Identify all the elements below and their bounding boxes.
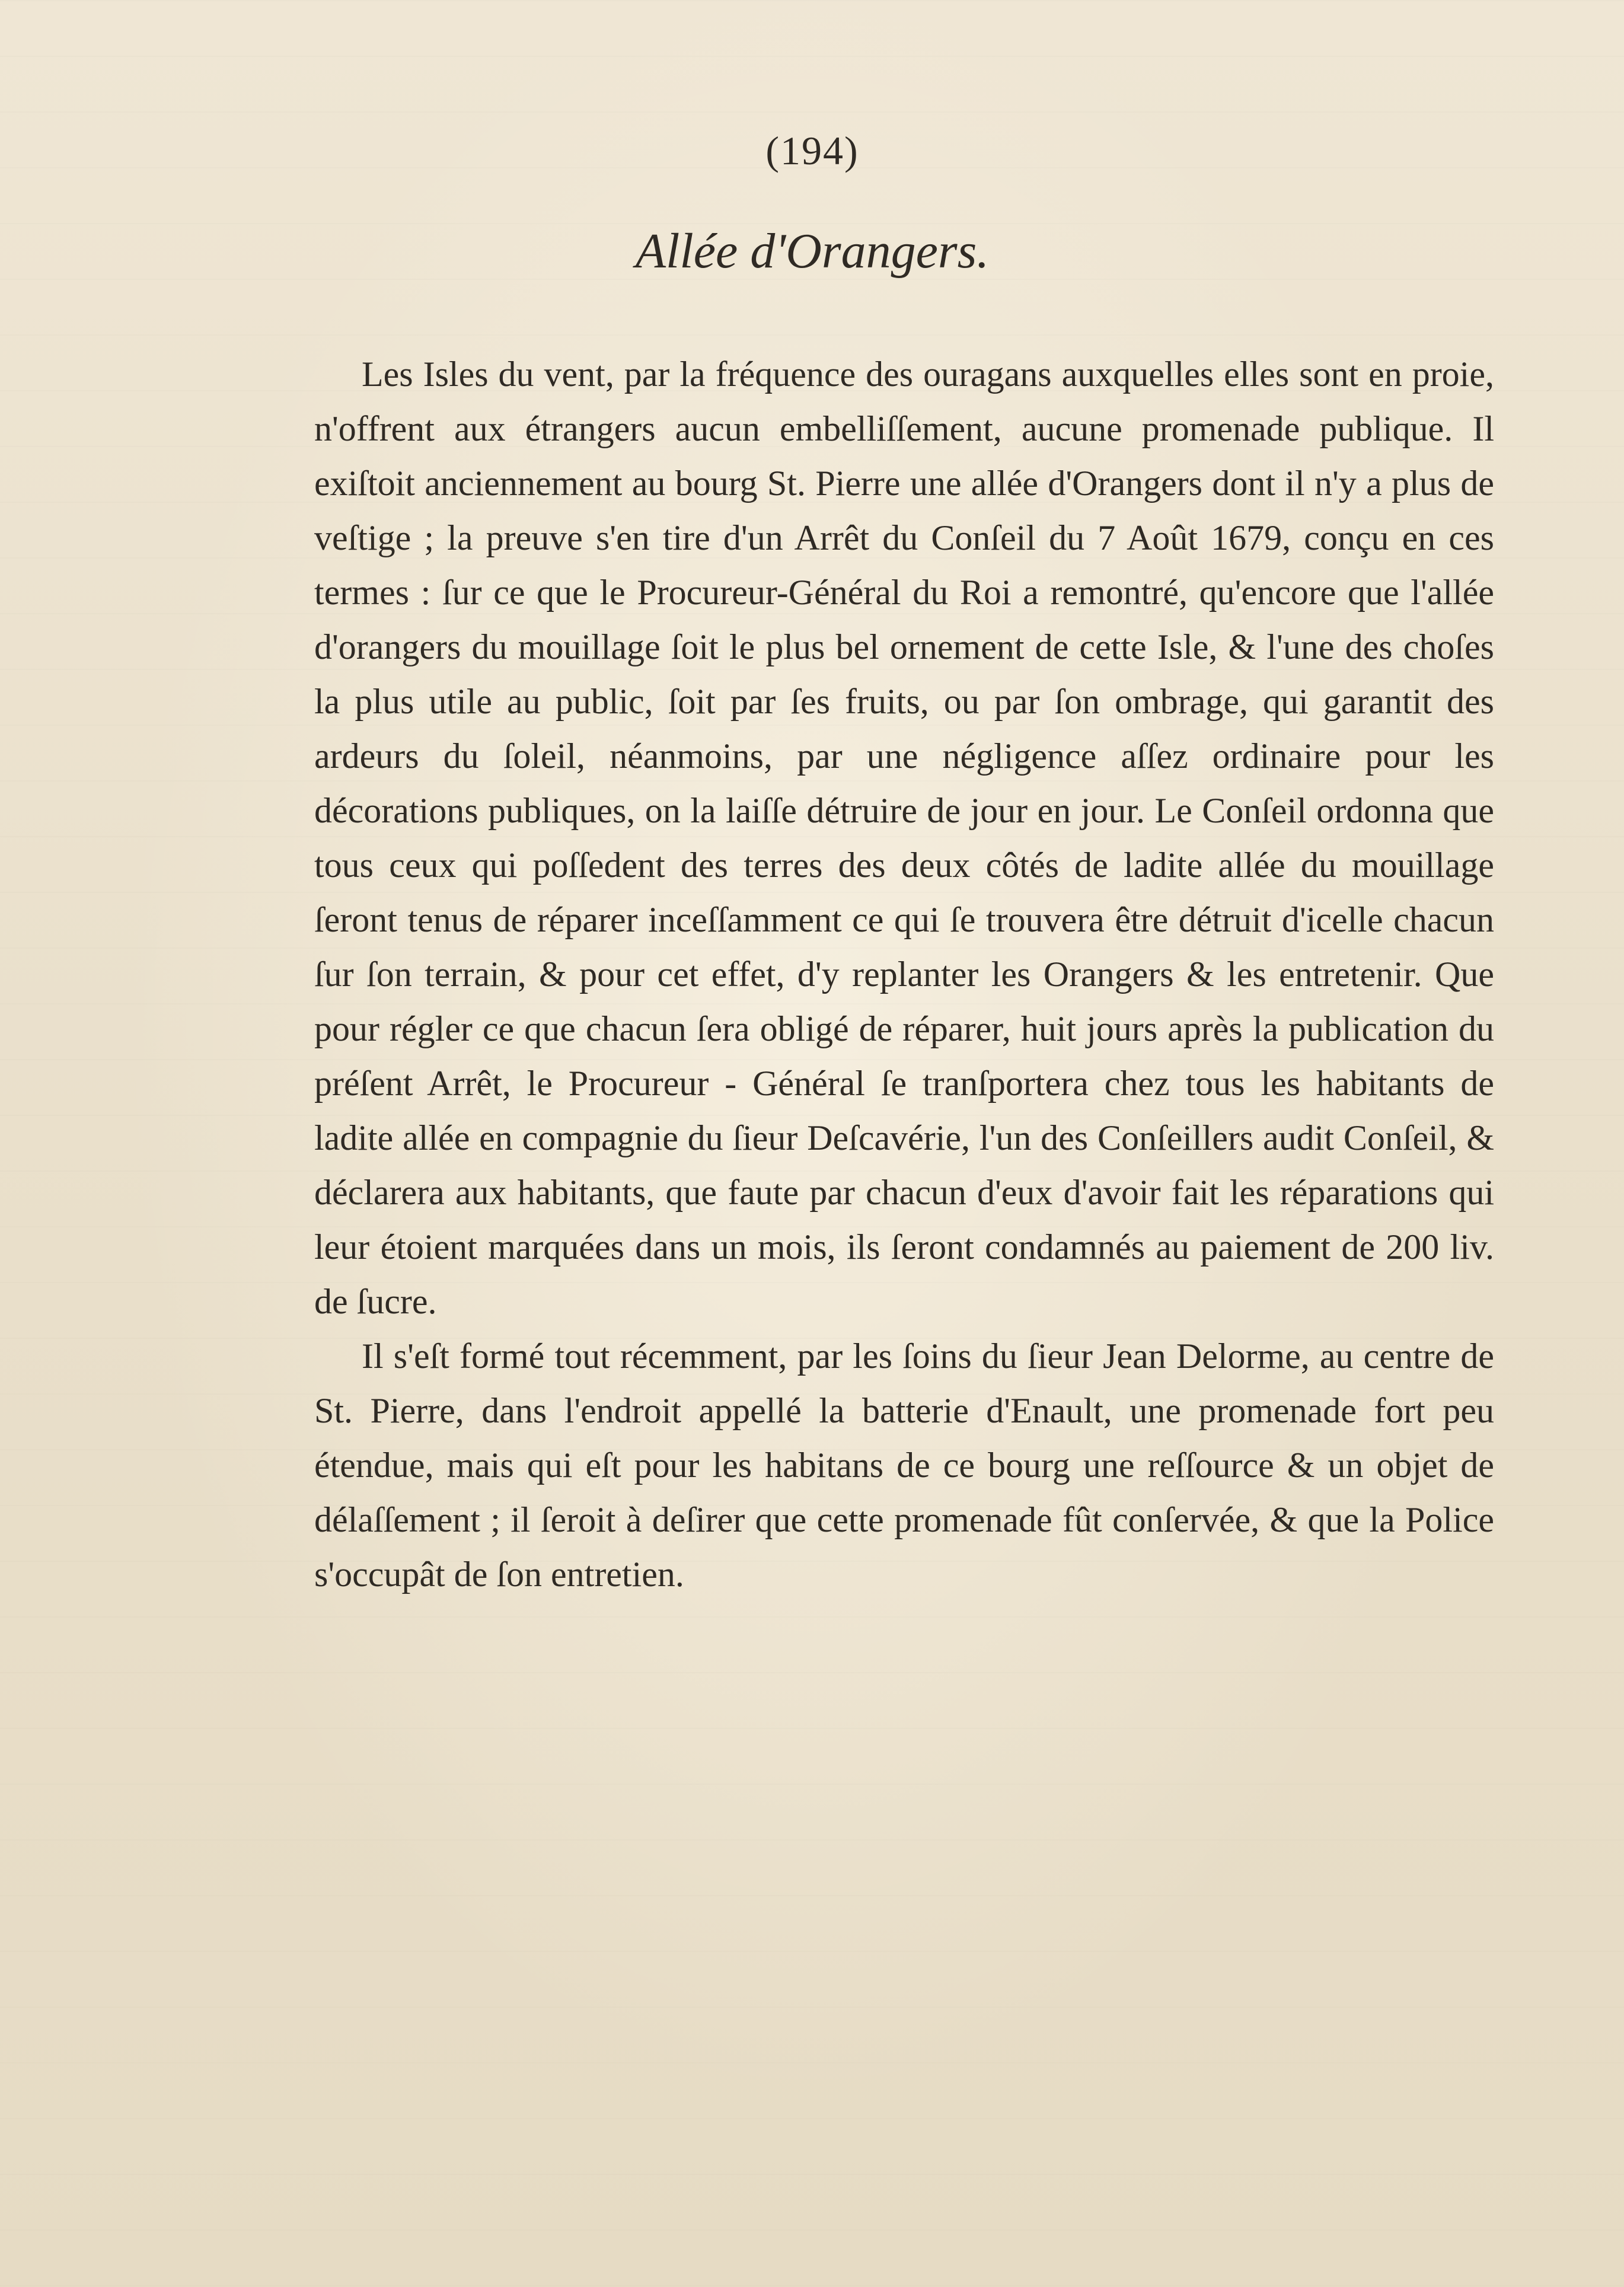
body-text	[314, 347, 1494, 1602]
page-number: (194)	[765, 128, 859, 173]
paragraph-1: Les Isles du vent, par la fréquence des ouragans auxquelles elles sont en proie, n'offrent aux étrangers aucun embelliſſement, aucune promenade publique. Il exiſtoit anciennement au bourg St. Pierre une allée d'Orangers dont il n'y a plus de veſtige ; la preuve s'en tire d'un Arrêt du Conſeil du 7 Août 1679, conçu en ces termes : ſur ce que le Procureur-Général du Roi a remontré, qu'encore que l'allée d'orangers du mouillage ſoit le plus bel ornement de cette Isle, & l'une des choſes la plus utile au public, ſoit par ſes fruits, ou par ſon ombrage, qui garantit des ardeurs du ſoleil, néanmoins, par une négligence aſſez ordinaire pour les décorations publiques, on la laiſſe détruire de jour en jour. Le Conſeil ordonna que tous ceux qui poſſedent des terres des deux côtés de ladite allée du mouillage ſeront tenus de réparer inceſſamment ce qui ſe trouvera être détruit d'icelle chacun ſur ſon terrain, & pour cet effet, d'y replanter les Orangers & les entretenir. Que pour régler ce que chacun ſera obligé de réparer, huit jours après la publication du préſent Arrêt, le Procureur - Général ſe tranſportera chez tous les habitants de ladite allée en compagnie du ſieur Deſcavérie, l'un des Conſeillers audit Conſeil, & déclarera aux habitants, que faute par chacun d'eux d'avoir fait les réparations qui leur étoient marquées dans un mois, ils ſeront condamnés au paiement de 200 liv. de ſucre.	[314, 355, 1494, 1321]
section-heading: Allée d'Orangers.	[635, 224, 990, 279]
paragraph-2: Il s'eſt formé tout récemment, par les ſoins du ſieur Jean Delorme, au centre de St. Pierre, dans l'endroit appellé la batterie d'Enault, une promenade fort peu étendue, mais qui eſt pour les habitans de ce bourg une reſſource & un objet de délaſſement ; il ſeroit à deſirer que cette promenade fût conſervée, & que la Police s'occupât de ſon entretien.	[314, 1337, 1494, 1594]
